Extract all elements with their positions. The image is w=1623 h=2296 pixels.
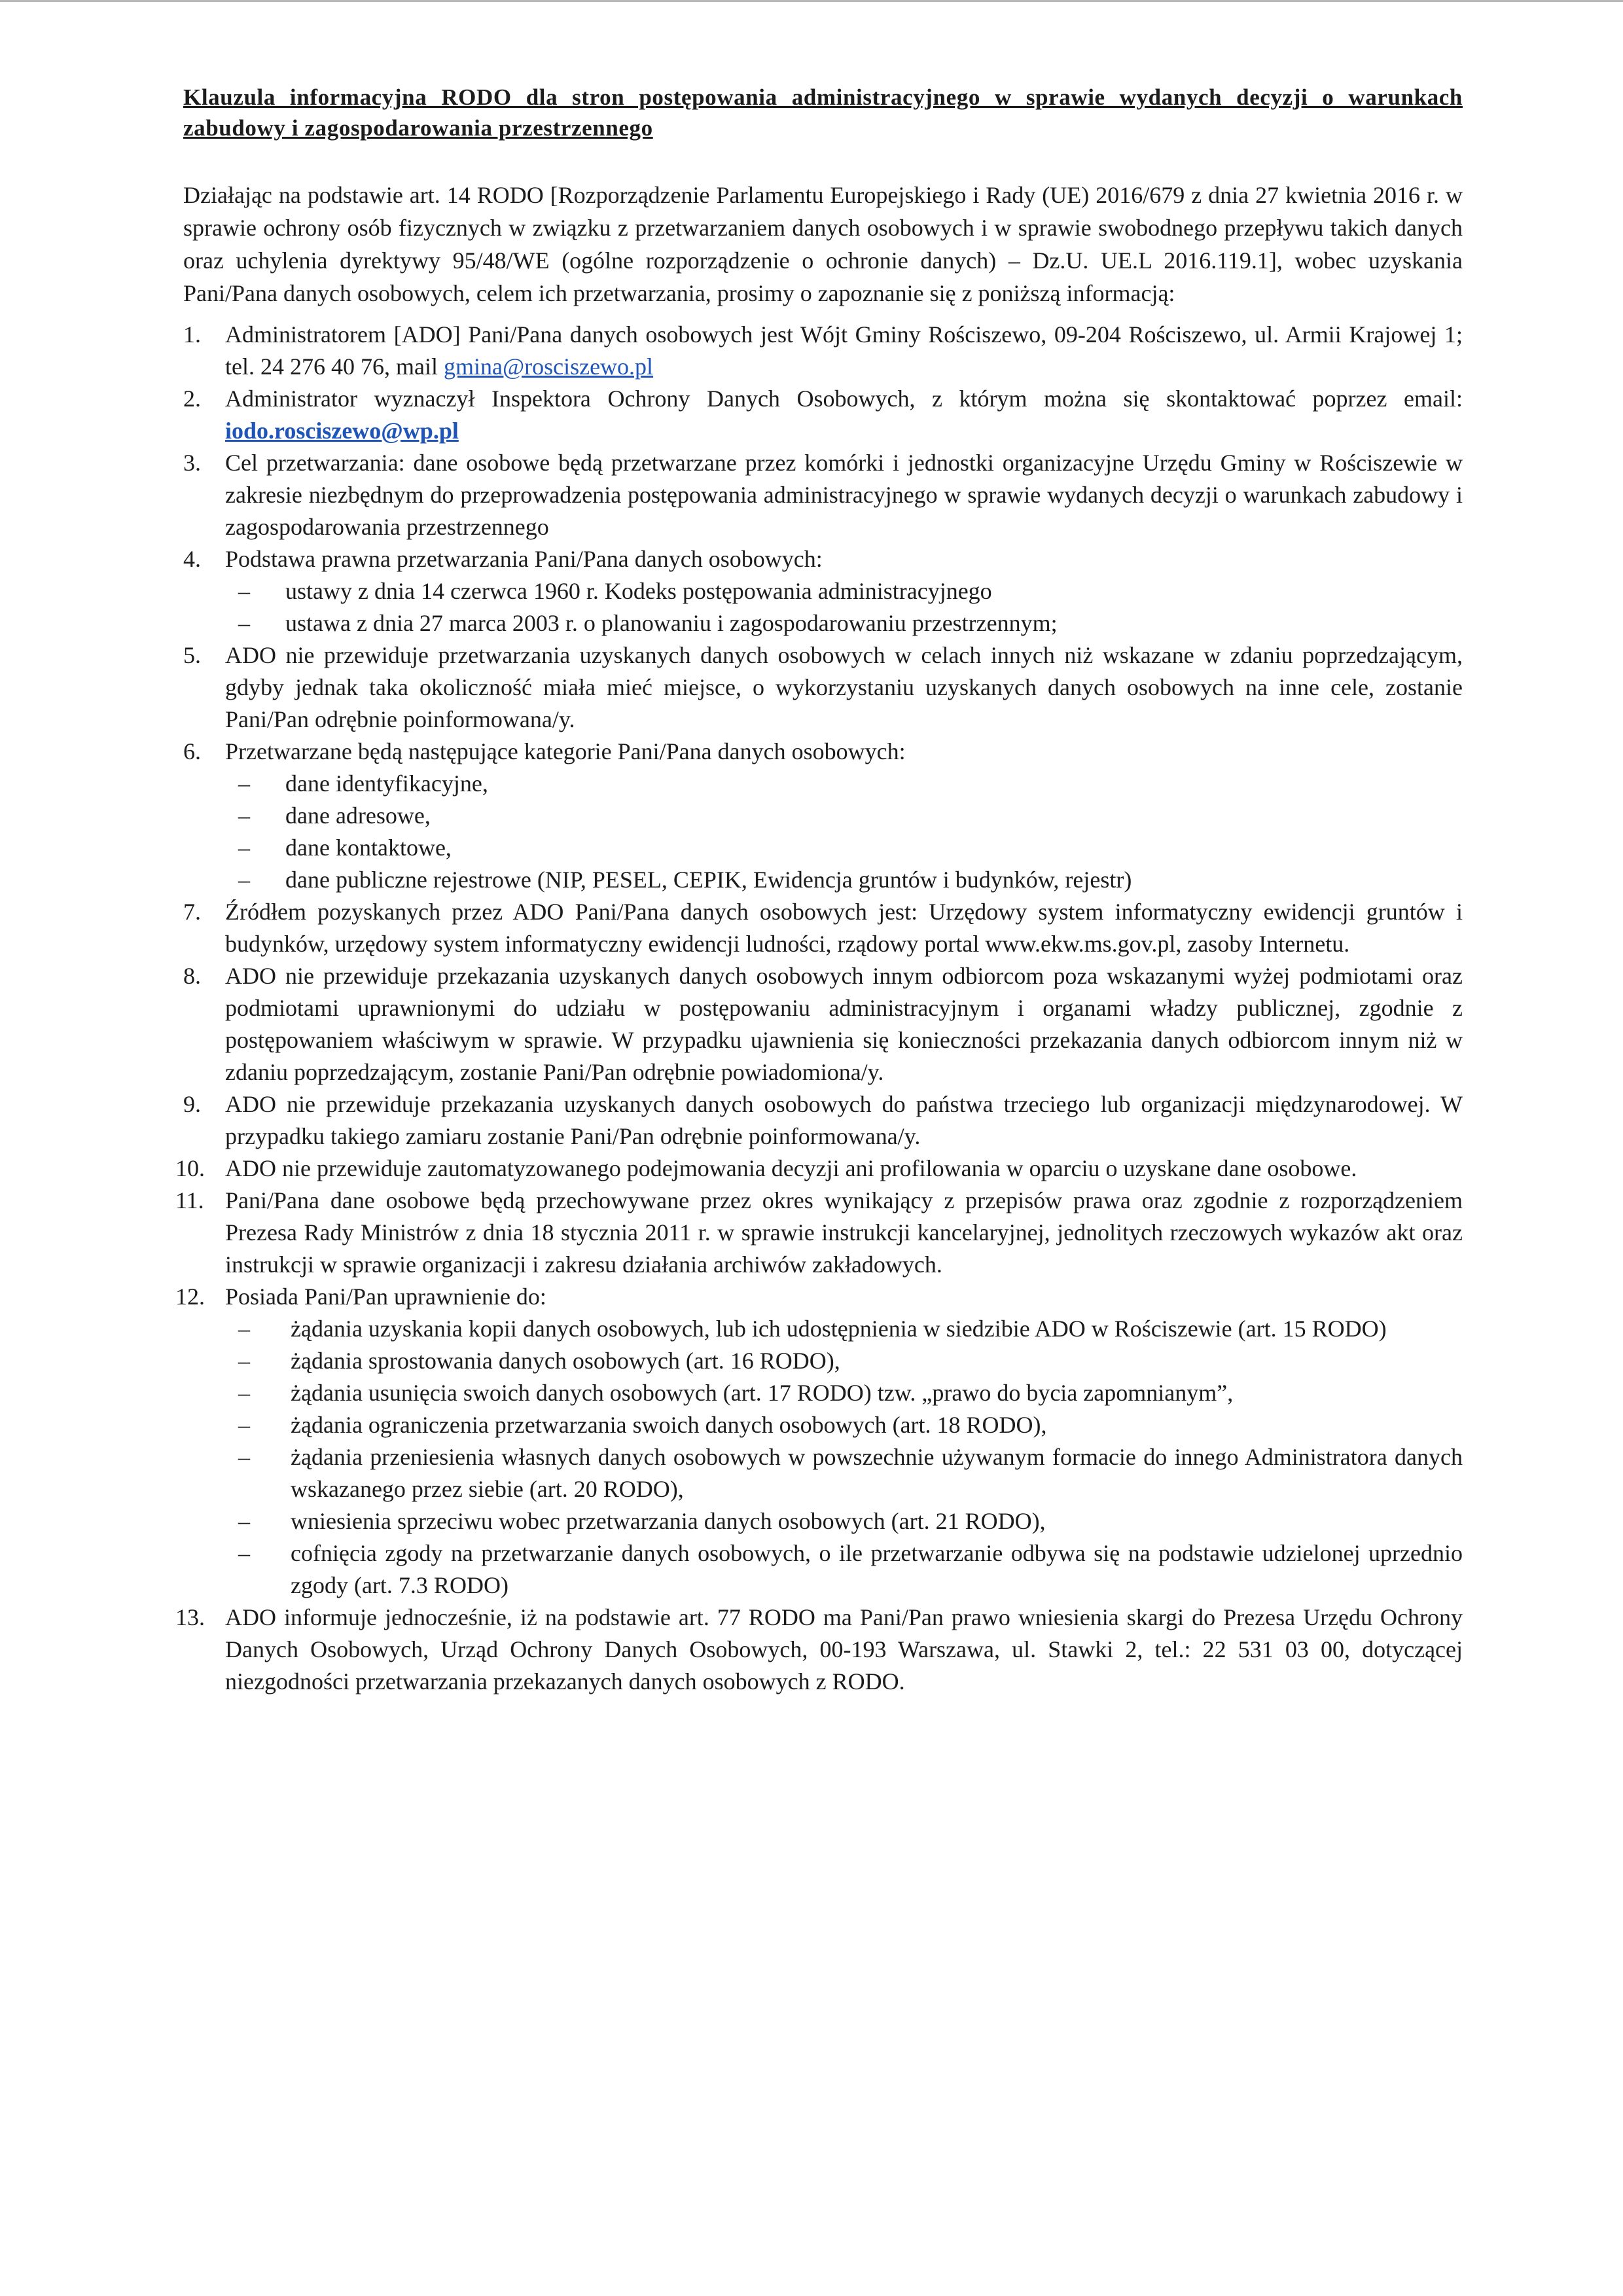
iodo-email-link[interactable]: iodo.rosciszewo@wp.pl	[225, 418, 459, 444]
clause-text: ADO nie przewiduje przetwarzania uzyskanych danych osobowych w celach innych niż wskazane w zdaniu poprzedzającym, gdyby jednak taka okoliczność miała mieć miejsce, o wykorzystaniu uzyskanych danych osobowych na inne cele, zostanie Pani/Pan odrębnie poinformowana/y.	[225, 642, 1463, 732]
dash-bullet: –	[238, 1508, 250, 1534]
sub-item	[225, 864, 1463, 896]
sub-item	[225, 1313, 1463, 1345]
clause-text: Posiada Pani/Pan uprawnienie do:	[225, 1283, 546, 1310]
sub-item-text: dane kontaktowe,	[285, 834, 452, 861]
sub-item-text: ustawa z dnia 27 marca 2003 r. o planowaniu i zagospodarowaniu przestrzennym;	[285, 610, 1058, 636]
dash-bullet: –	[238, 802, 250, 829]
sub-item-text: dane adresowe,	[285, 802, 431, 829]
clause-item-3	[183, 447, 1463, 543]
sub-item	[225, 607, 1463, 639]
clause-number: 10.	[175, 1155, 205, 1181]
clause-number: 7.	[183, 899, 201, 925]
sub-item	[225, 768, 1463, 800]
clause-number: 12.	[175, 1283, 205, 1310]
sub-item	[225, 800, 1463, 832]
sub-item-text: żądania uzyskania kopii danych osobowych, lub ich udostępnienia w siedzibie ADO w Rościszewie (art. 15 RODO)	[291, 1316, 1387, 1342]
clause-number: 6.	[183, 738, 201, 764]
sub-item	[225, 1505, 1463, 1537]
dash-bullet: –	[238, 1380, 250, 1406]
clause-text: Administratorem [ADO] Pani/Pana danych osobowych jest Wójt Gminy Rościszewo, 09-204 Rościszewo, ul. Armii Krajowej 1; tel. 24 276 40 76, mail	[225, 321, 1463, 380]
dash-bullet: –	[238, 770, 250, 797]
clause-number: 1.	[183, 321, 201, 348]
sub-item-text: żądania przeniesienia własnych danych osobowych w powszechnie używanym formacie do innego Administratora danych wskazanego przez siebie (art. 20 RODO),	[291, 1444, 1463, 1502]
sub-item-text: żądania usunięcia swoich danych osobowych (art. 17 RODO) tzw. „prawo do bycia zapomnianym”,	[291, 1380, 1234, 1406]
clause-item-2	[183, 383, 1463, 447]
dash-bullet: –	[238, 1412, 250, 1438]
clause-item-11	[175, 1185, 1463, 1281]
rights-list	[225, 1313, 1463, 1602]
dash-bullet: –	[238, 1444, 250, 1470]
clause-number: 5.	[183, 642, 201, 668]
intro-paragraph: Działając na podstawie art. 14 RODO [Rozporządzenie Parlamentu Europejskiego i Rady (UE) 2016/679 z dnia 27 kwietnia 2016 r. w sprawie ochrony osób fizycznych w związku z przetwarzaniem danych osobowych i w sprawie swobodnego przepływu takich danych oraz uchylenia dyrektywy 95/48/WE (ogólne rozporządzenie o ochronie danych) – Dz.U. UE.L 2016.119.1], wobec uzyskania Pani/Pana danych osobowych, celem ich przetwarzania, prosimy o zapoznanie się z poniższą informacją:	[183, 182, 1463, 306]
clause-text: Podstawa prawna przetwarzania Pani/Pana danych osobowych:	[225, 546, 823, 572]
clause-item-9	[183, 1088, 1463, 1153]
clause-text: Cel przetwarzania: dane osobowe będą przetwarzane przez komórki i jednostki organizacyjne Urzędu Gminy w Rościszewie w zakresie niezbędnym do przeprowadzenia postępowania administracyjnego w sprawie wydanych decyzji o warunkach zabudowy i zagospodarowania przestrzennego	[225, 450, 1463, 540]
clause-number: 9.	[183, 1091, 201, 1117]
clause-item-13	[175, 1602, 1463, 1698]
clause-item-1	[183, 319, 1463, 383]
dash-bullet: –	[238, 1316, 250, 1342]
sub-item-text: dane publiczne rejestrowe (NIP, PESEL, CEPIK, Ewidencja gruntów i budynków, rejestr)	[285, 867, 1132, 893]
clause-item-7	[183, 896, 1463, 960]
sub-item	[225, 1345, 1463, 1377]
data-categories-list	[225, 768, 1463, 896]
clause-number: 4.	[183, 546, 201, 572]
clause-text: ADO nie przewiduje przekazania uzyskanych danych osobowych innym odbiorcom poza wskazanymi wyżej podmiotami oraz podmiotami uprawnionymi do udziału w postępowaniu administracyjnym i organami władzy publicznej, zgodnie z postępowaniem właściwym w sprawie. W przypadku ujawnienia się konieczności przekazania danych odbiorcom innym niż w zdaniu poprzedzającym, zostanie Pani/Pan odrębnie powiadomiona/y.	[225, 963, 1463, 1085]
clause-number: 13.	[175, 1604, 205, 1630]
sub-item	[225, 832, 1463, 864]
clause-item-10	[175, 1153, 1463, 1185]
clause-item-4	[183, 543, 1463, 639]
clause-text: Pani/Pana dane osobowe będą przechowywane przez okres wynikający z przepisów prawa oraz zgodnie z rozporządzeniem Prezesa Rady Ministrów z dnia 18 stycznia 2011 r. w sprawie instrukcji kancelaryjnej, jednolitych rzeczowych wykazów akt oraz instrukcji w sprawie organizacji i zakresu działania archiwów zakładowych.	[225, 1187, 1463, 1278]
sub-item-text: dane identyfikacyjne,	[285, 770, 488, 797]
document-title: Klauzula informacyjna RODO dla stron postępowania administracyjnego w sprawie wydanych decyzji o warunkach zabudowy i zagospodarowania przestrzennego	[183, 84, 1463, 141]
dash-bullet: –	[238, 1540, 250, 1566]
clause-number: 11.	[175, 1187, 204, 1213]
clause-text: ADO nie przewiduje zautomatyzowanego podejmowania decyzji ani profilowania w oparciu o uzyskane dane osobowe.	[225, 1155, 1357, 1181]
clause-text: Przetwarzane będą następujące kategorie Pani/Pana danych osobowych:	[225, 738, 906, 764]
document-content	[175, 82, 1463, 1698]
clause-item-5	[183, 639, 1463, 736]
dash-bullet: –	[238, 610, 250, 636]
clause-number: 3.	[183, 450, 201, 476]
sub-item	[225, 1441, 1463, 1505]
clause-text: Źródłem pozyskanych przez ADO Pani/Pana danych osobowych jest: Urzędowy system informatyczny ewidencji gruntów i budynków, urzędowy system informatyczny ewidencji ludności, rządowy portal www.ekw.ms.gov.pl, zasoby Internetu.	[225, 899, 1463, 957]
clause-item-8	[183, 960, 1463, 1088]
scan-top-edge	[0, 0, 1623, 2]
sub-item-text: cofnięcia zgody na przetwarzanie danych osobowych, o ile przetwarzanie odbywa się na podstawie udzielonej uprzednio zgody (art. 7.3 RODO)	[291, 1540, 1463, 1598]
dash-bullet: –	[238, 578, 250, 604]
sub-item	[225, 575, 1463, 607]
legal-basis-list	[225, 575, 1463, 639]
sub-item	[225, 1537, 1463, 1602]
clause-item-6	[183, 736, 1463, 896]
sub-item-text: żądania sprostowania danych osobowych (art. 16 RODO),	[291, 1348, 840, 1374]
clause-number: 8.	[183, 963, 201, 989]
clause-text: Administrator wyznaczył Inspektora Ochrony Danych Osobowych, z którym można się skontaktować poprzez email:	[225, 386, 1463, 412]
dash-bullet: –	[238, 867, 250, 893]
sub-item	[225, 1409, 1463, 1441]
sub-item-text: żądania ograniczenia przetwarzania swoich danych osobowych (art. 18 RODO),	[291, 1412, 1047, 1438]
sub-item	[225, 1377, 1463, 1409]
admin-email-link[interactable]: gmina@rosciszewo.pl	[443, 353, 654, 380]
dash-bullet: –	[238, 834, 250, 861]
clause-item-12	[175, 1281, 1463, 1602]
sub-item-text: ustawy z dnia 14 czerwca 1960 r. Kodeks postępowania administracyjnego	[285, 578, 992, 604]
clause-text: ADO informuje jednocześnie, iż na podstawie art. 77 RODO ma Pani/Pan prawo wniesienia skargi do Prezesa Urzędu Ochrony Danych Osobowych, Urząd Ochrony Danych Osobowych, 00-193 Warszawa, ul. Stawki 2, tel.: 22 531 03 00, dotyczącej niezgodności przetwarzania przekazanych danych osobowych z RODO.	[225, 1604, 1463, 1695]
clause-list	[175, 319, 1463, 1698]
sub-item-text: wniesienia sprzeciwu wobec przetwarzania danych osobowych (art. 21 RODO),	[291, 1508, 1046, 1534]
clause-text: ADO nie przewiduje przekazania uzyskanych danych osobowych do państwa trzeciego lub organizacji międzynarodowej. W przypadku takiego zamiaru zostanie Pani/Pan odrębnie poinformowana/y.	[225, 1091, 1463, 1149]
dash-bullet: –	[238, 1348, 250, 1374]
clause-number: 2.	[183, 386, 201, 412]
